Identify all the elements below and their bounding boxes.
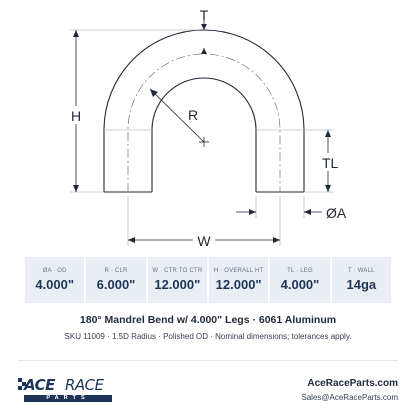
product-title: 180° Mandrel Bend w/ 4.000" Legs · 6061 Aluminum [79, 314, 337, 326]
spec-value: 12.000" [154, 277, 201, 292]
leg-arrowhead-bottom [325, 185, 331, 192]
spec-cell-width [148, 257, 207, 303]
logo-race-text: RACE [65, 376, 104, 394]
leg-arrowhead-top [325, 130, 331, 137]
spec-table [25, 257, 391, 303]
height-label: H [70, 108, 82, 124]
tube-inner-profile [152, 78, 256, 192]
spec-label: H · OVERALL HT [213, 268, 264, 274]
height-arrowhead-top [73, 30, 79, 37]
wall-arrowhead-lower [201, 48, 207, 54]
width-arrowhead-left [128, 237, 135, 243]
spec-label: R · CLR [104, 268, 128, 274]
spec-cell-leg [270, 257, 329, 303]
spec-cell-height [209, 257, 268, 303]
spec-cell-wall [332, 257, 391, 303]
width-arrowhead-right [273, 237, 280, 243]
wall-thickness-label: T [199, 7, 209, 23]
tube-centerline [128, 54, 280, 192]
od-arrowhead-right [304, 209, 311, 215]
leg-length-label: TL [322, 155, 339, 171]
height-arrowhead-bottom [73, 185, 79, 192]
product-meta: SKU 11009 · 1.5D Radius · Polished OD · Nominal dimensions; tolerances apply. [64, 332, 352, 341]
spec-label: T · WALL [348, 268, 375, 274]
spec-value: 4.000" [280, 277, 320, 292]
wall-arrowhead-upper [201, 24, 207, 30]
spec-label: ØA · OD [42, 268, 67, 274]
email-link[interactable]: Sales@AceRaceParts.com [301, 393, 398, 402]
spec-label: TL · LEG [287, 268, 313, 274]
logo-parts-bar: PARTS [24, 395, 112, 402]
spec-cell-od [25, 257, 84, 303]
contact-block [301, 378, 398, 402]
spec-value: 12.000" [215, 277, 262, 292]
footer-divider [18, 360, 398, 361]
width-label: W [197, 233, 211, 249]
spec-value: 6.000" [96, 277, 136, 292]
tube-outer-profile [104, 30, 304, 192]
spec-cell-clr [86, 257, 145, 303]
od-arrowhead-left [249, 209, 256, 215]
spec-value: 4.000" [35, 277, 75, 292]
od-label: ØA [326, 205, 347, 221]
radius-label: R [188, 107, 199, 123]
website-link[interactable]: AceRaceParts.com [307, 378, 398, 389]
spec-value: 14ga [346, 277, 377, 292]
brand-logo [20, 376, 120, 404]
spec-label: W · CTR TO CTR [152, 268, 203, 274]
logo-ace-text: ACE [24, 376, 55, 394]
